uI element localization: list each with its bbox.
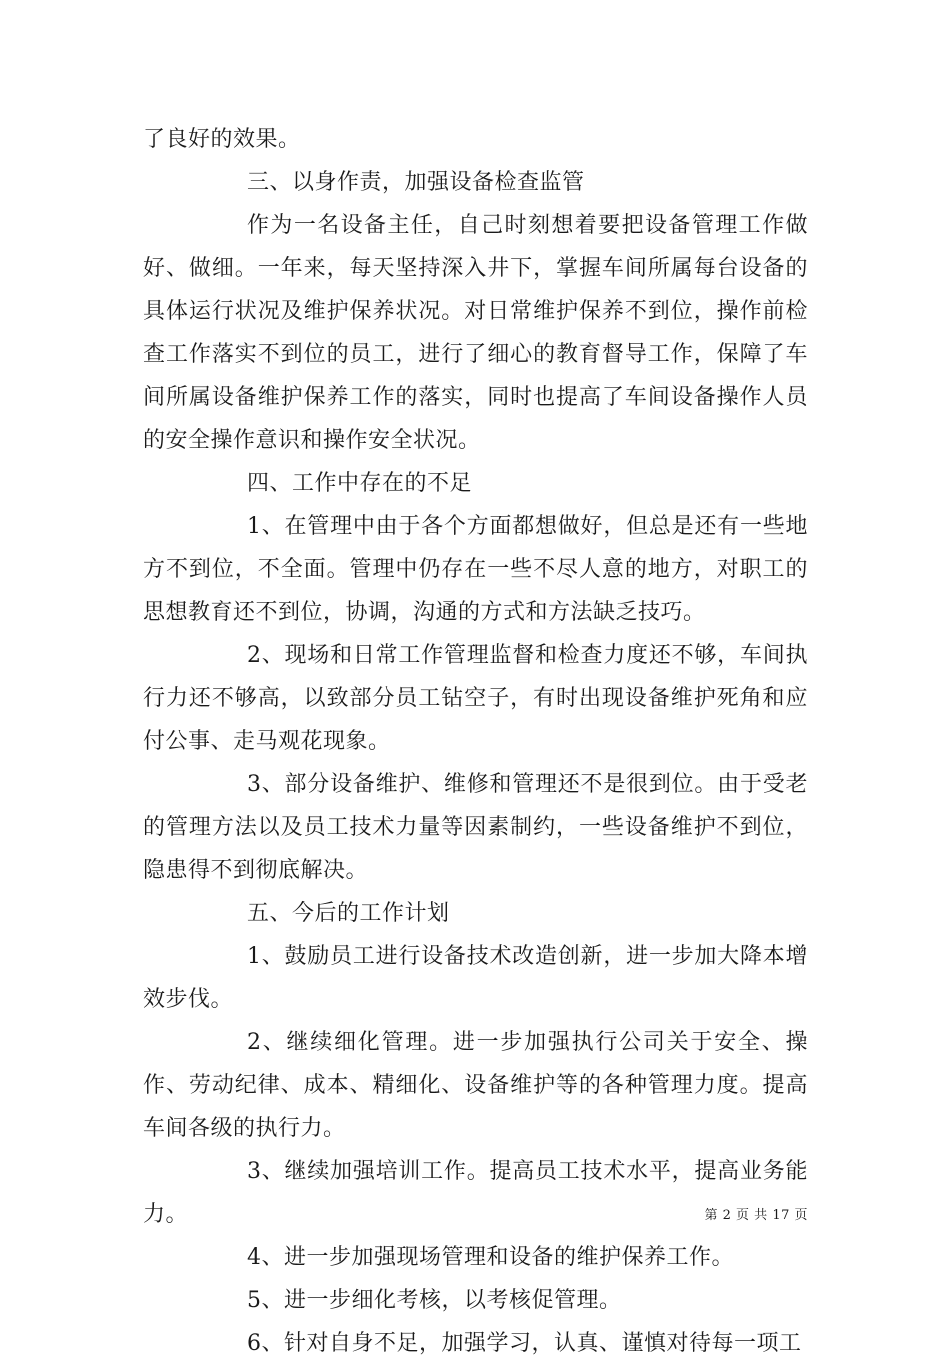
paragraph-equipment-director: 作为一名设备主任，自己时刻想着要把设备管理工作做好、做细。一年来，每天坚持深入井下，掌握车间所属每台设备的具体运行状况及维护保养状况。对日常维护保养不到位，操作前检查工作落实不到位的员工，进行了细心的教育督导工作，保障了车间所属设备维护保养工作的落实，同时也提高了车间设备操作人员的安全操作意识和操作安全状况。: [143, 213, 808, 453]
document-body: [143, 118, 808, 1365]
plan-item-6: 6、针对自身不足，加强学习，认真、谨慎对待每一项工: [247, 1331, 802, 1356]
page-number-footer: 第 2 页 共 17 页: [704, 1208, 808, 1223]
plan-item-1: 1、鼓励员工进行设备技术改造创新，进一步加大降本增效步伐。: [143, 944, 808, 1012]
plan-item-2: 2、继续细化管理。进一步加强执行公司关于安全、操作、劳动纪律、成本、精细化、设备维护等的各种管理力度。提高车间各级的执行力。: [143, 1030, 808, 1141]
paragraph-continuation: 了良好的效果。: [143, 127, 301, 152]
plan-item-4: 4、进一步加强现场管理和设备的维护保养工作。: [247, 1245, 734, 1270]
section-heading-3: 三、以身作责，加强设备检查监管: [247, 170, 585, 195]
plan-item-3: 3、继续加强培训工作。提高员工技术水平，提高业务能力。: [143, 1159, 808, 1227]
plan-item-5: 5、进一步细化考核，以考核促管理。: [247, 1288, 622, 1313]
shortcoming-item-3: 3、部分设备维护、维修和管理还不是很到位。由于受老的管理方法以及员工技术力量等因素制约，一些设备维护不到位，隐患得不到彻底解决。: [143, 772, 808, 883]
shortcoming-item-1: 1、在管理中由于各个方面都想做好，但总是还有一些地方不到位，不全面。管理中仍存在一些不尽人意的地方，对职工的思想教育还不到位，协调，沟通的方式和方法缺乏技巧。: [143, 514, 808, 625]
section-heading-4: 四、工作中存在的不足: [247, 471, 473, 496]
shortcoming-item-2: 2、现场和日常工作管理监督和检查力度还不够，车间执行力还不够高，以致部分员工钻空子，有时出现设备维护死角和应付公事、走马观花现象。: [143, 643, 808, 754]
section-heading-5: 五、今后的工作计划: [247, 901, 450, 926]
